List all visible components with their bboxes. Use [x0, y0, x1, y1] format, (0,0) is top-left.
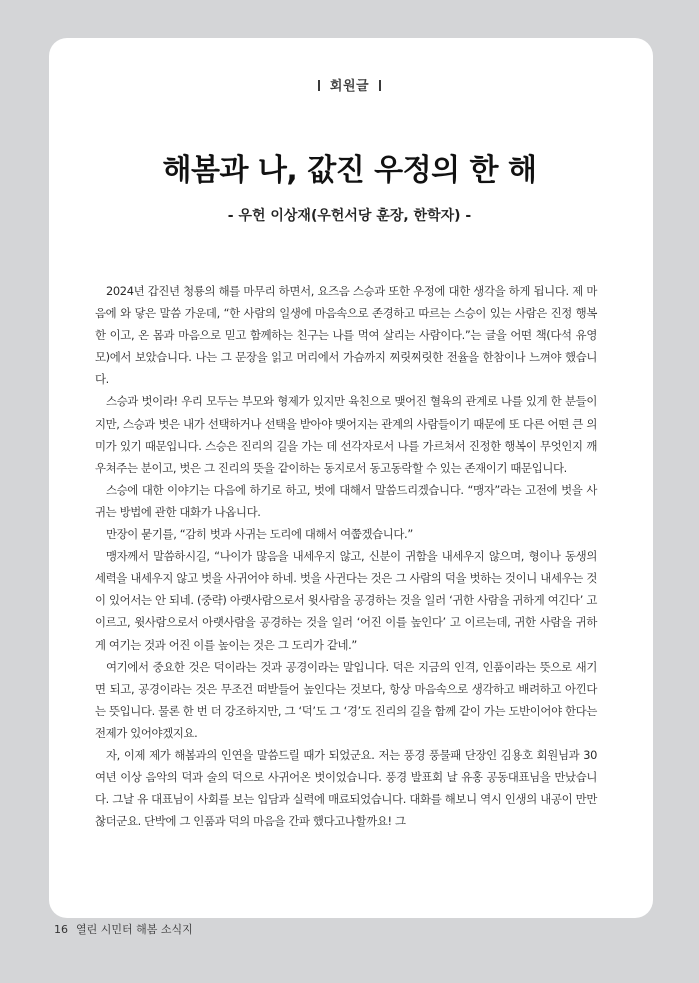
divider-bar-left	[318, 80, 320, 91]
paragraph: 2024년 갑진년 청룡의 해를 마무리 하면서, 요즈음 스승과 또한 우정에 대한 생각을 하게 됩니다. 제 마음에 와 닿은 말씀 가운데, “한 사람의 일생에 마음속으로 존경하고 따르는 스승이 있는 사람은 진정 행복한 이고, 온 몸과 마음으로 믿고 함께하는 친구는 나를 먹여 살리는 사람이다.”는 글을 어떤 책(다석 유영모)에서 보았습니다. 나는 그 문장을 읽고 머리에서 가슴까지 찌릿찌릿한 전율을 한참이나 느껴야 했습니다.	[95, 284, 597, 387]
publication-name: 열린 시민터 해봄 소식지	[76, 923, 193, 936]
divider-bar-right	[379, 80, 381, 91]
article-body	[95, 280, 597, 832]
article-title: 해봄과 나, 값진 우정의 한 해	[162, 153, 537, 188]
page-footer	[54, 921, 193, 937]
paragraph: 자, 이제 제가 해봄과의 인연을 말씀드릴 때가 되었군요. 저는 풍경 풍물패 단장인 김용호 회원님과 30여년 이상 음악의 덕과 술의 덕으로 사귀어온 벗이었습니다. 풍경 발표회 날 유홍 공동대표님을 만났습니다. 그날 유 대표님이 사회를 보는 입담과 실력에 매료되었습니다. 대화를 해보니 역시 인생의 내공이 만만찮더군요. 단박에 그 인품과 덕의 마음을 간파 했다고나할까요! 그	[95, 747, 597, 829]
article-byline: - 우헌 이상재(우헌서당 훈장, 한학자) -	[227, 208, 472, 224]
paragraph: 스승에 대한 이야기는 다음에 하기로 하고, 벗에 대해서 말씀드리겠습니다. “맹자”라는 고전에 벗을 사귀는 방법에 관한 대화가 나옵니다.	[95, 482, 597, 519]
paragraph: 여기에서 중요한 것은 덕이라는 것과 공경이라는 말입니다. 덕은 지금의 인격, 인품이라는 뜻으로 새기면 되고, 공경이라는 것은 무조건 떠받들어 높인다는 것보다, 항상 마음속으로 생각하고 배려하고 아낀다는 뜻입니다. 물론 한 번 더 강조하지만, 그 ‘덕’도 그 ‘경’도 진리의 길을 함께 같이 가는 도반이어야 한다는 전제가 있어야겠지요.	[95, 659, 597, 740]
paragraph: 스승과 벗이라! 우리 모두는 부모와 형제가 있지만 육친으로 맺어진 혈육의 관계로 나를 있게 한 분들이지만, 스승과 벗은 내가 선택하거나 선택을 받아야 맺어지는 관계의 사람들이기 때문에 또 다른 어떤 큰 의미가 있기 때문입니다. 스승은 진리의 길을 가는 데 선각자로서 나를 가르쳐서 진정한 행복이 무엇인지 깨우쳐주는 분이고, 벗은 그 진리의 뜻을 같이하는 동지로서 동고동락할 수 있는 존재이기 때문입니다.	[95, 394, 597, 475]
paragraph: 맹자께서 말씀하시길, “나이가 많음을 내세우지 않고, 신분이 귀함을 내세우지 않으며, 형이나 동생의 세력을 내세우지 않고 벗을 사귀어야 하네. 벗을 사귄다는 것은 그 사람의 덕을 벗하는 것이니 내세우는 것이 있어서는 안 되네. (중략) 아랫사람으로서 윗사람을 공경하는 것을 일러 ‘귀한 사람을 귀하게 여긴다’ 고 이르고, 윗사람으로서 아랫사람을 공경하는 것을 일러 ‘어진 이를 높인다’ 고 이르는데, 귀한 사람을 귀하게 여기는 것과 어진 이를 높이는 것은 그 도리가 같네.”	[95, 549, 597, 652]
page-number: 16	[54, 923, 68, 936]
section-label	[0, 75, 699, 94]
section-label-text: 회원글	[329, 79, 370, 94]
paragraph: 만장이 묻기를, “감히 벗과 사귀는 도리에 대해서 여쭙겠습니다.”	[106, 527, 413, 542]
